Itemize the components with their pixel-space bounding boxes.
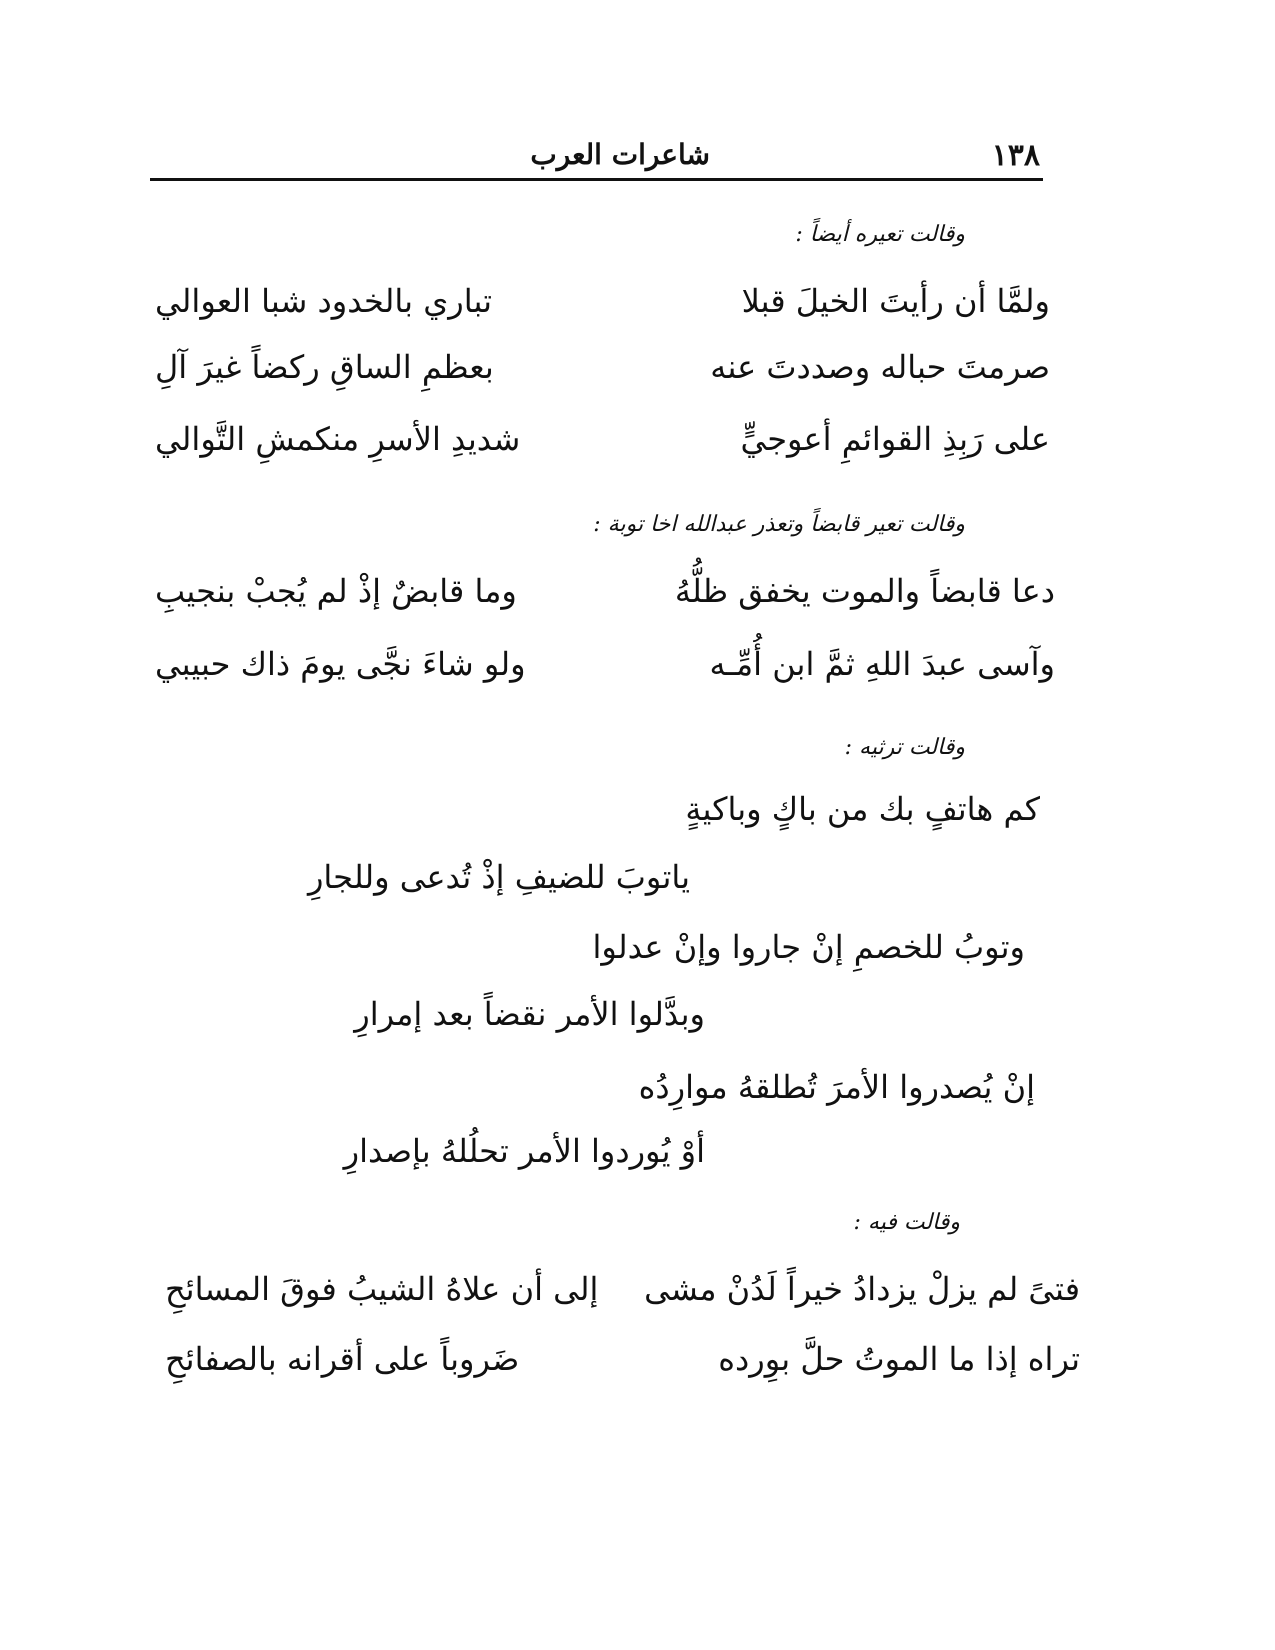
verse-line: [155, 282, 1050, 332]
verse-line: [165, 1340, 1080, 1390]
verse-second-hemistich: تباري بالخدود شبا العوالي: [155, 282, 493, 320]
poem-line: وتوبُ للخصمِ إنْ جاروا وإنْ عدلوا: [592, 928, 1025, 966]
page-number: ١٣٨: [991, 138, 1040, 173]
page-header: [155, 138, 1040, 180]
section-intro: وقالت تعيره أيضاً :: [795, 222, 965, 247]
verse-first-hemistich: دعا قابضاً والموت يخفق ظلُّهُ: [674, 572, 1055, 610]
section-intro: وقالت ترثيه :: [844, 735, 965, 760]
poem-line: ياتوبَ للضيفِ إذْ تُدعى وللجارِ: [307, 858, 690, 896]
poem-line: أوْ يُوردوا الأمر تحلُلهُ بإصدارِ: [343, 1132, 705, 1170]
running-title: شاعرات العرب: [530, 138, 710, 171]
verse-line: [155, 420, 1050, 470]
verse-second-hemistich: بعظمِ الساقِ ركضاً غيرَ آلِ: [155, 348, 494, 386]
verse-first-hemistich: تراه إذا ما الموتُ حلَّ بوِرده: [718, 1340, 1080, 1378]
verse-line: [155, 645, 1055, 695]
verse-second-hemistich: إلى أن علاهُ الشيبُ فوقَ المسائحِ: [165, 1270, 599, 1308]
section-intro: وقالت فيه :: [853, 1210, 960, 1235]
verse-first-hemistich: ولمَّا أن رأيتَ الخيلَ قبلا: [741, 282, 1050, 320]
verse-second-hemistich: ولو شاءَ نجَّى يومَ ذاك حبيبي: [155, 645, 526, 683]
verse-second-hemistich: وما قابضٌ إذْ لم يُجبْ بنجيبِ: [155, 572, 517, 610]
section-intro: وقالت تعير قابضاً وتعذر عبدالله اخا توبة :: [593, 512, 965, 537]
verse-line: [165, 1270, 1080, 1320]
poem-line: إنْ يُصدروا الأمرَ تُطلقهُ موارِدُه: [638, 1068, 1035, 1106]
verse-first-hemistich: على رَبِذِ القوائمِ أعوجيٍّ: [740, 420, 1050, 458]
verse-line: [155, 572, 1055, 622]
header-rule: [150, 178, 1043, 181]
poem-line: وبدَّلوا الأمر نقضاً بعد إمرارِ: [354, 995, 705, 1033]
verse-line: [155, 348, 1050, 398]
verse-first-hemistich: وآسى عبدَ اللهِ ثمَّ ابن أُمِّـه: [709, 645, 1055, 683]
verse-first-hemistich: فتىً لم يزلْ يزدادُ خيراً لَدُنْ مشى: [644, 1270, 1080, 1308]
verse-first-hemistich: صرمتَ حباله وصددتَ عنه: [710, 348, 1050, 386]
verse-second-hemistich: شديدِ الأسرِ منكمشِ التَّوالي: [155, 420, 521, 458]
verse-second-hemistich: ضَروباً على أقرانه بالصفائحِ: [165, 1340, 520, 1378]
poem-line: كم هاتفٍ بك من باكٍ وباكيةٍ: [685, 790, 1040, 828]
